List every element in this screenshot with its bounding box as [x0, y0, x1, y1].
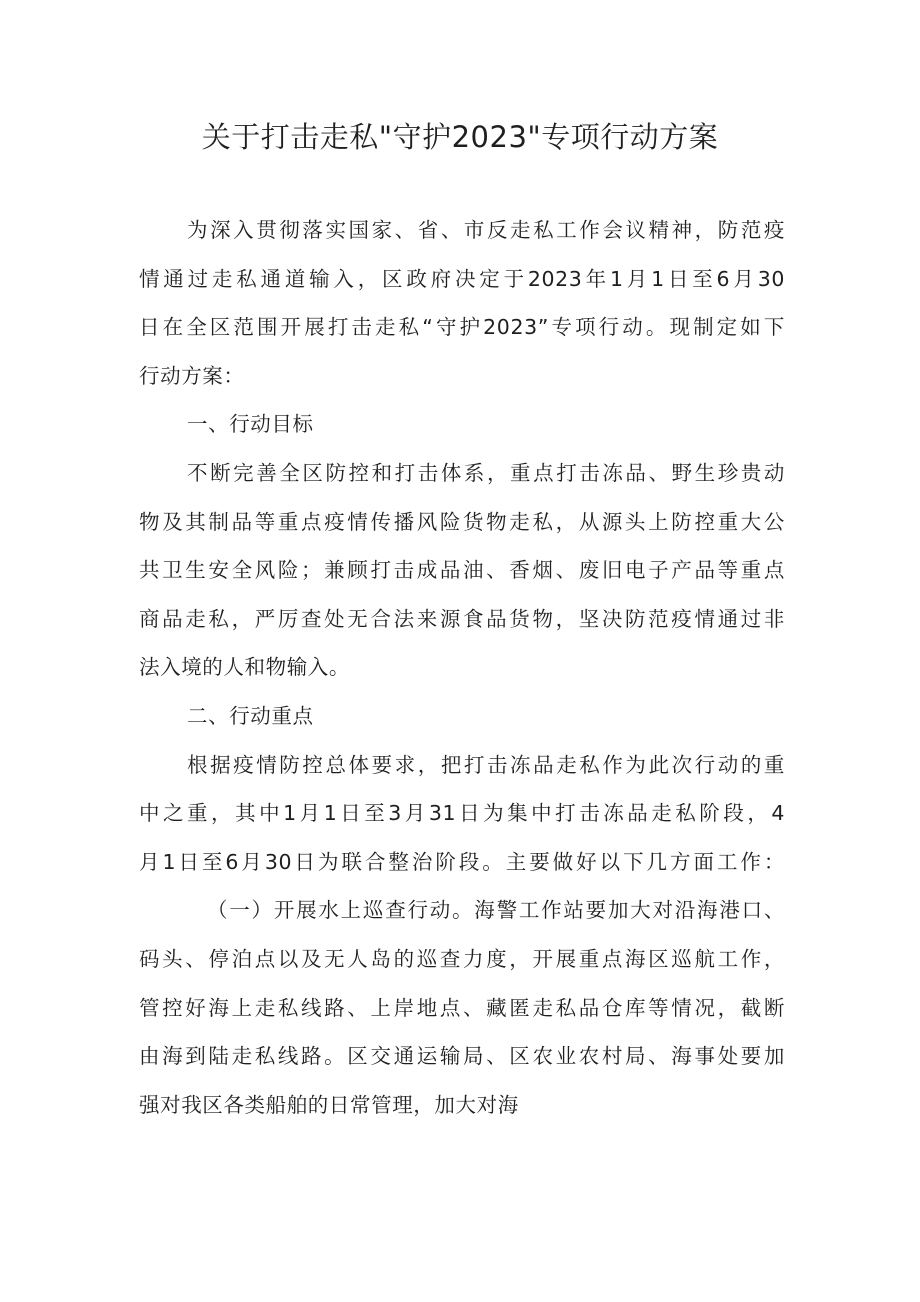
section-heading: 二、行动重点: [187, 703, 314, 728]
paragraph-line: 共卫生安全风险；兼顾打击成品油、香烟、废旧电子产品等重点: [139, 558, 785, 583]
paragraph-line: 月1日至6月30日为联合整治阶段。主要做好以下几方面工作：: [139, 849, 785, 874]
paragraph-line: 不断完善全区防控和打击体系，重点打击冻品、野生珍贵动: [187, 460, 785, 485]
section-heading: 一、行动目标: [187, 412, 314, 437]
paragraph-line: 日在全区范围开展打击走私“守护2023”专项行动。现制定如下: [139, 315, 785, 340]
paragraph-line: 根据疫情防控总体要求，把打击冻品走私作为此次行动的重: [187, 752, 785, 777]
paragraph-line: 中之重，其中1月1日至3月31日为集中打击冻品走私阶段，4: [139, 801, 785, 826]
paragraph-line: 强对我区各类船舶的日常管理，加大对海: [139, 1092, 519, 1117]
paragraph-line: 管控好海上走私线路、上岸地点、藏匿走私品仓库等情况，截断: [139, 995, 785, 1020]
paragraph-line: 物及其制品等重点疫情传播风险货物走私，从源头上防控重大公: [139, 509, 785, 534]
document-body: [139, 206, 785, 1129]
paragraph-line: 情通过走私通道输入，区政府决定于2023年1月1日至6月30: [139, 266, 785, 291]
paragraph-line: 为深入贯彻落实国家、省、市反走私工作会议精神，防范疫: [187, 218, 785, 242]
paragraph-line: 行动方案：: [139, 363, 245, 388]
paragraph-line: 商品走私，严厉查处无合法来源食品货物，坚决防范疫情通过非: [139, 606, 785, 631]
paragraph-line: （一）开展水上巡查行动。海警工作站要加大对沿海港口、: [207, 898, 785, 923]
paragraph-line: 码头、停泊点以及无人岛的巡查力度，开展重点海区巡航工作，: [139, 946, 785, 971]
paragraph-line: 法入境的人和物输入。: [139, 655, 350, 680]
paragraph-line: 由海到陆走私线路。区交通运输局、区农业农村局、海事处要加: [139, 1044, 785, 1069]
document-title: 关于打击走私"守护2023"专项行动方案: [201, 120, 719, 154]
